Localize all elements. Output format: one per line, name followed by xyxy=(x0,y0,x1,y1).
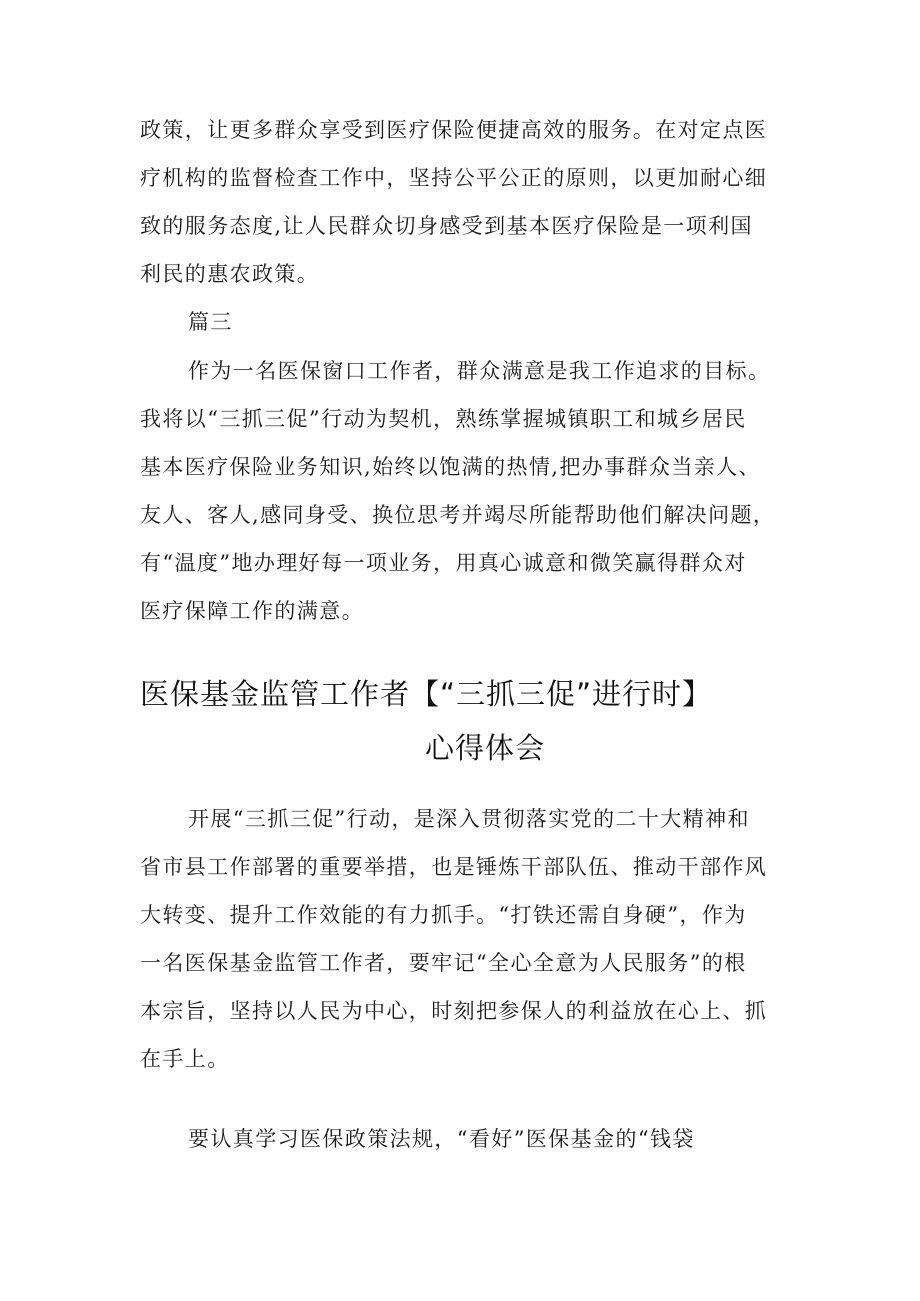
paragraph-window-worker xyxy=(140,347,782,635)
text-line: 本宗旨，坚持以人民为中心，时刻把参保人的利益放在心上、抓 xyxy=(140,999,768,1023)
text-line: 疗机构的监督检查工作中，坚持公平公正的原则，以更加耐心细 xyxy=(140,166,768,190)
text-line: 医疗保障工作的满意。 xyxy=(140,599,364,623)
paragraph-study-policy xyxy=(140,1115,782,1163)
text-line: 基本医疗保险业务知识,始终以饱满的热情,把办事群众当亲人、 xyxy=(140,455,761,479)
paragraph-campaign-intro xyxy=(140,795,782,1083)
text-line: 利民的惠农政策。 xyxy=(140,262,320,286)
text-line: 开展“三抓三促”行动，是深入贯彻落实党的二十大精神和 xyxy=(188,807,750,831)
text-line: 大转变、提升工作效能的有力抓手。“打铁还需自身硬”，作为 xyxy=(140,903,747,927)
text-line: 作为一名医保窗口工作者，群众满意是我工作追求的目标。 xyxy=(188,359,771,383)
text-line: 致的服务态度,让人民群众切身感受到基本医疗保险是一项利国 xyxy=(140,214,753,238)
text-line: 我将以“三抓三促”行动为契机，熟练掌握城镇职工和城乡居民 xyxy=(140,407,747,431)
text-line: 一名医保基金监管工作者，要牢记“全心全意为人民服务”的根 xyxy=(140,951,747,975)
text-line: 省市县工作部署的重要举措，也是锤炼干部队伍、推动干部作风 xyxy=(140,855,768,879)
title-line-2: 心得体会 xyxy=(425,731,546,765)
text-line: 要认真学习医保政策法规，“看好”医保基金的“钱袋 xyxy=(188,1127,695,1151)
text-line: 友人、客人,感同身受、换位思考并竭尽所能帮助他们解决问题， xyxy=(140,503,776,527)
text-line: 有“温度”地办理好每一项业务，用真心诚意和微笑赢得群众对 xyxy=(140,551,747,575)
text-line: 政策，让更多群众享受到医疗保险便捷高效的服务。在对定点医 xyxy=(140,118,768,142)
section-heading: 篇三 xyxy=(188,310,233,334)
paragraph-policy-continuation xyxy=(140,106,782,298)
title-line-1: 医保基金监管工作者【“三抓三促”进行时】 xyxy=(140,677,713,711)
section-heading-pian-san xyxy=(140,298,782,346)
text-line: 在手上。 xyxy=(140,1047,230,1071)
